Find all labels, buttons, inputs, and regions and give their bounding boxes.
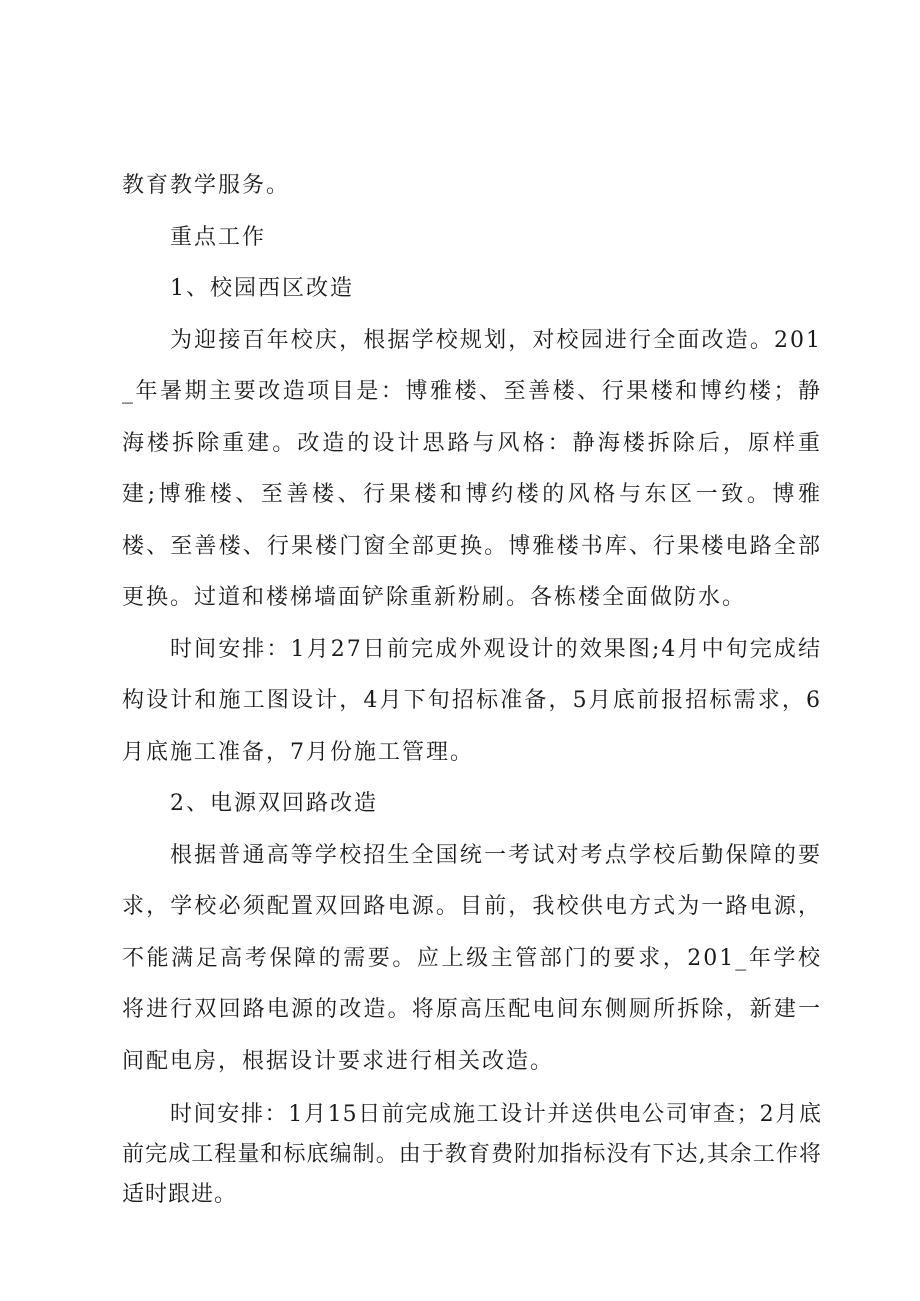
section-heading-key-work: 重点工作 [170, 224, 267, 250]
paragraph-power-details: 根据普通高等学校招生全国统一考试对考点学校后勤保障的要求，学校必须配置双回路电源。目前，我校供电方式为一路电源，不能满足高考保障的需要。应上级主管部门的要求，201_年学校将进行双回路电源的改造。将原高压配电间东侧厕所拆除，新建一间配电房，根据设计要求进行相关改造。 [122, 842, 822, 1074]
subheading-dual-circuit-power: 2、电源双回路改造 [170, 791, 378, 816]
paragraph-renovation-schedule: 时间安排：1月27日前完成外观设计的效果图;4月中旬完成结构设计和施工图设计，4月下旬招标准备，5月底前报招标需求，6月底施工准备，7月份施工管理。 [122, 636, 822, 765]
document-page [122, 160, 822, 1215]
paragraph-continuation: 教育教学服务。 [122, 173, 291, 198]
subheading-west-campus-renovation: 1、校园西区改造 [170, 276, 354, 301]
paragraph-renovation-details: 为迎接百年校庆，根据学校规划，对校园进行全面改造。201_年暑期主要改造项目是：博雅楼、至善楼、行果楼和博约楼；静海楼拆除重建。改造的设计思路与风格：静海楼拆除后，原样重建;博雅楼、至善楼、行果楼和博约楼的风格与东区一致。博雅楼、至善楼、行果楼门窗全部更换。博雅楼书库、行果楼电路全部更换。过道和楼梯墙面铲除重新粉刷。各栋楼全面做防水。 [122, 327, 822, 610]
paragraph-power-schedule: 时间安排：1月15日前完成施工设计并送供电公司审查；2月底前完成工程量和标底编制。由于教育费附加指标没有下达,其余工作将适时跟进。 [122, 1102, 822, 1207]
